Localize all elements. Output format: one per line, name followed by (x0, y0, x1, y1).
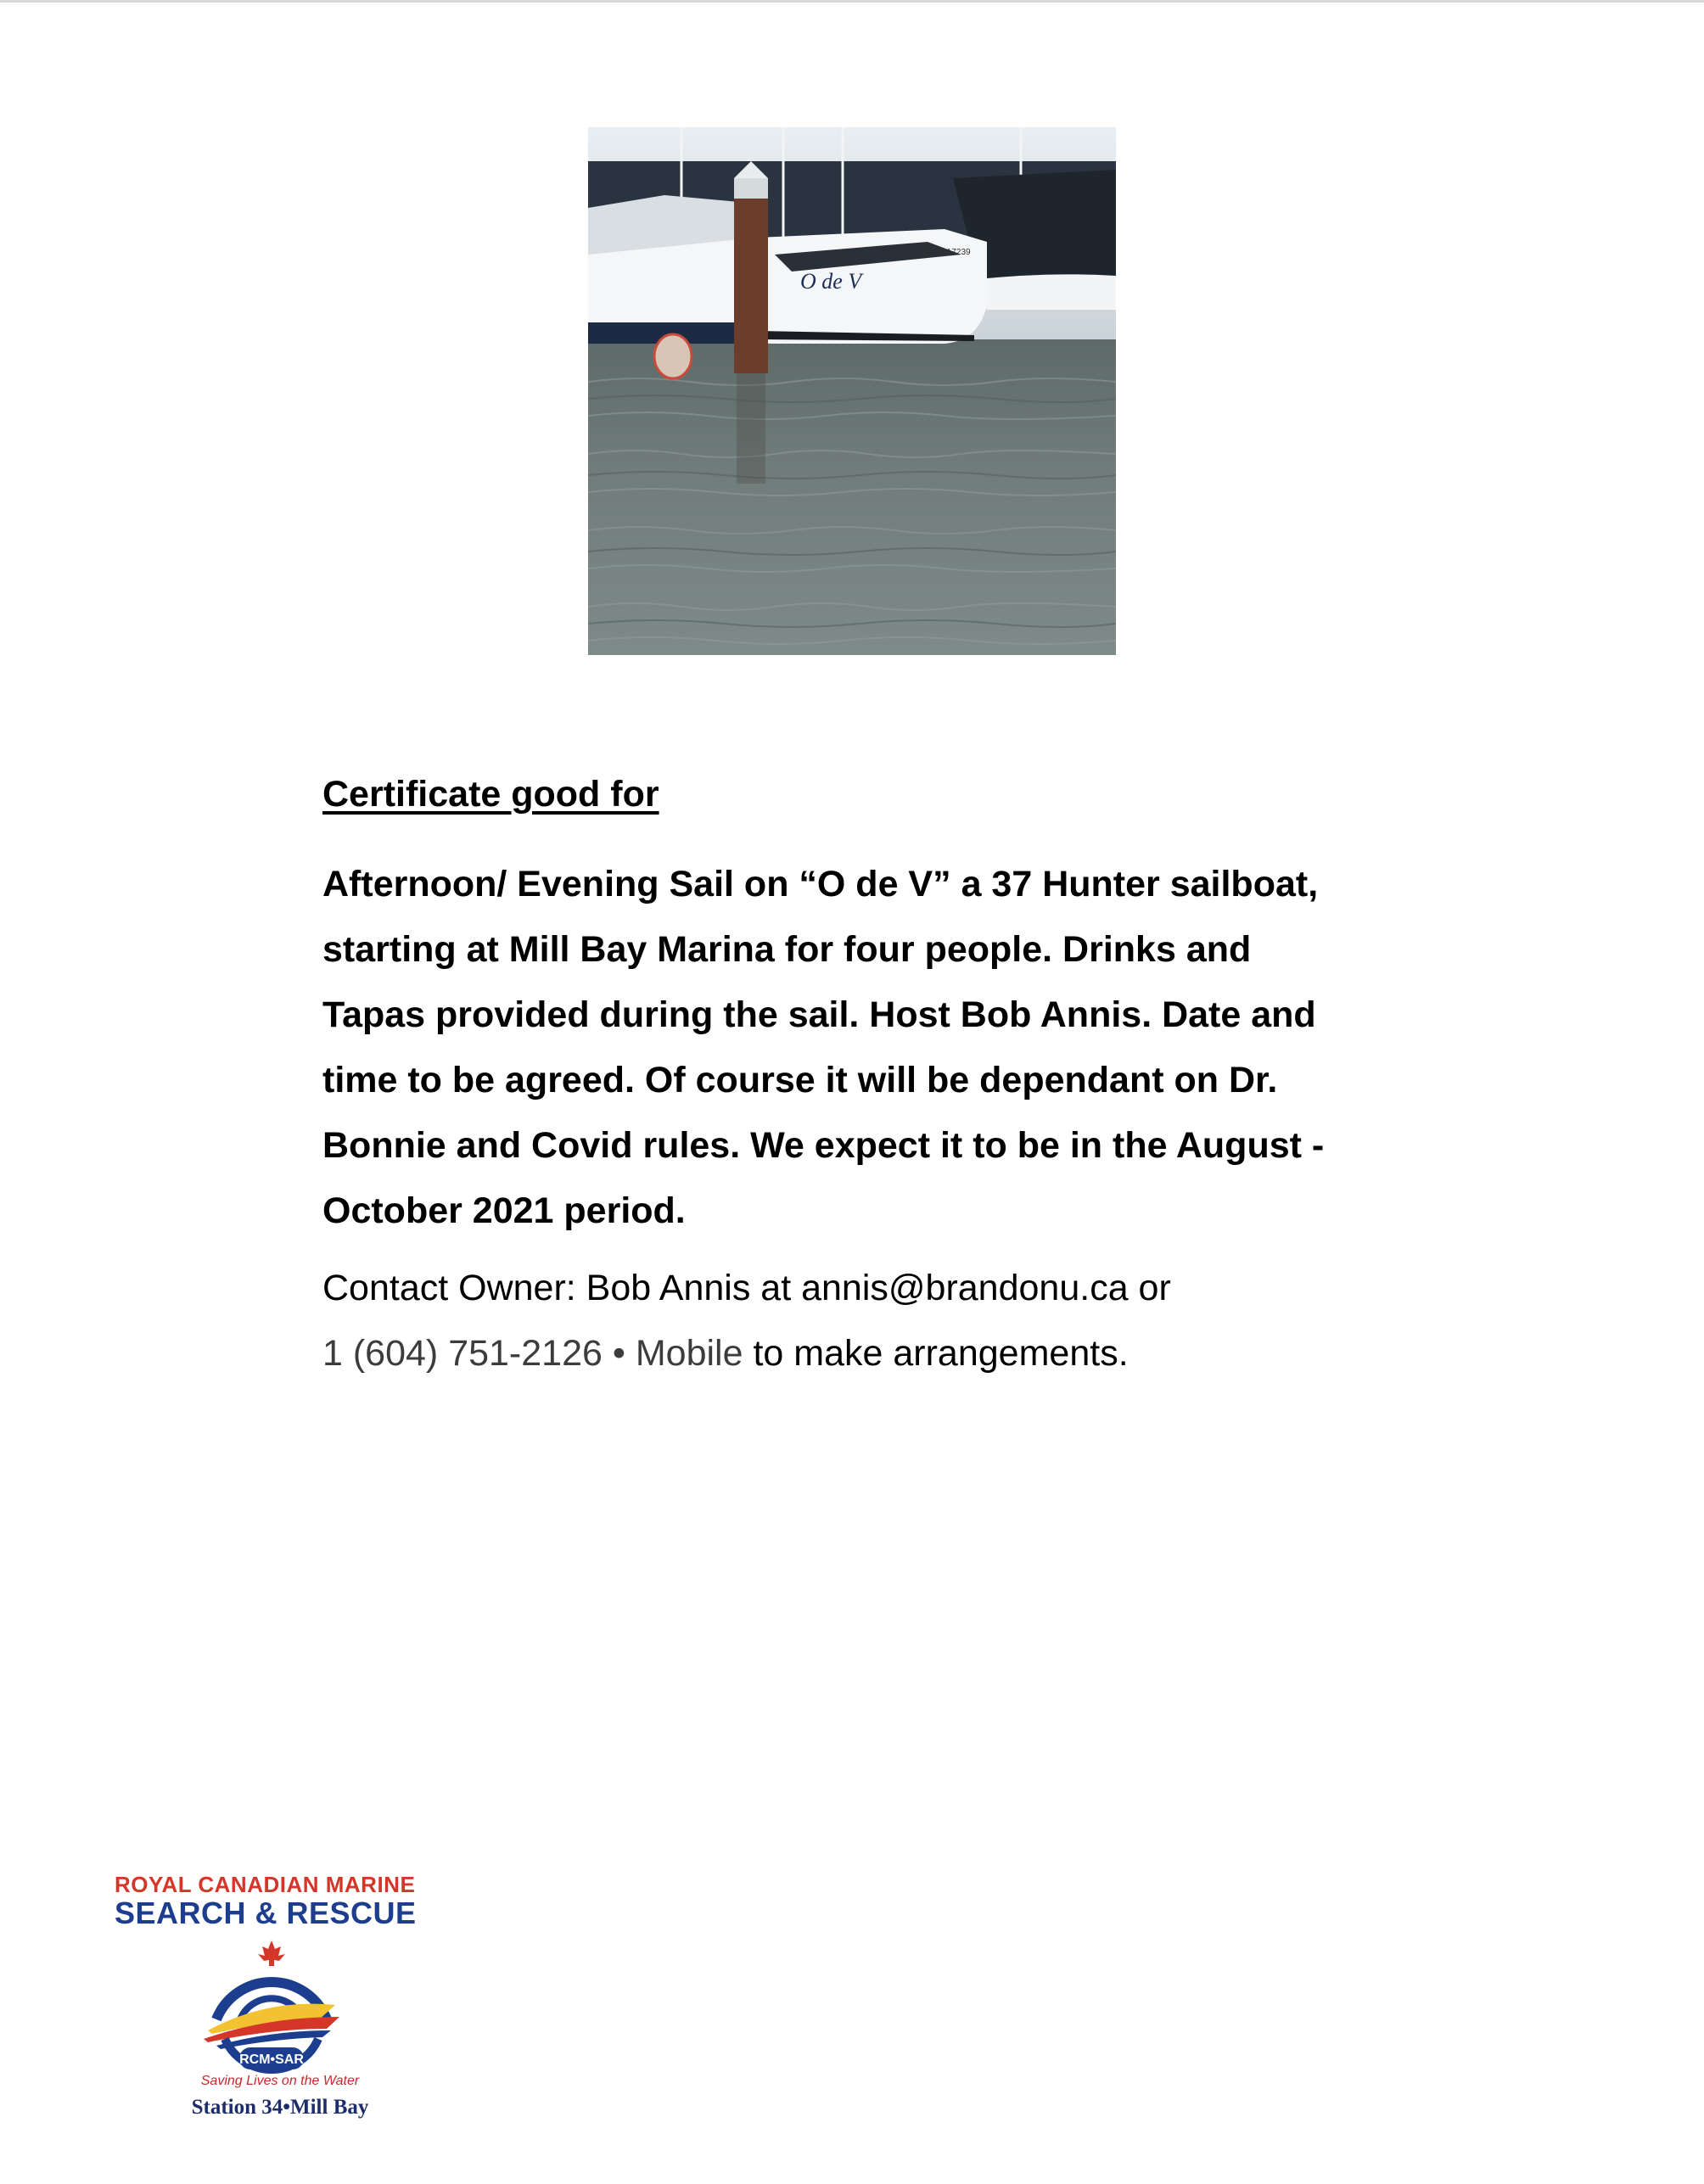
certificate-line: Afternoon/ Evening Sail on “O de V” a 37 Hunter sailboat, (322, 864, 1319, 904)
contact-phone-line (322, 1321, 1426, 1386)
boat-name: O de V (800, 269, 862, 294)
sailboat-photo (588, 127, 1116, 655)
certificate-line: starting at Mill Bay Marina for four people. Drinks and (322, 929, 1252, 970)
logo-title-line2: SEARCH & RESCUE (115, 1896, 417, 1930)
emblem-label: RCM•SAR (239, 2052, 304, 2067)
logo-station: Station 34•Mill Bay (191, 2096, 369, 2119)
contact-owner-line: Contact Owner: Bob Annis at annis@brandonu.ca or (322, 1268, 1171, 1308)
contact-suffix: to make arrangements. (743, 1333, 1129, 1374)
contact-info (322, 1256, 1426, 1386)
rcmsar-emblem-icon (191, 1939, 352, 2075)
certificate-line: October 2021 period. (322, 1190, 686, 1231)
certificate-line: time to be agreed. Of course it will be dependant on Dr. (322, 1060, 1278, 1100)
phone-number[interactable]: 1 (604) 751-2126 • Mobile (322, 1333, 743, 1374)
page-top-divider (0, 0, 1704, 3)
certificate-description (322, 852, 1426, 1244)
certificate-heading: Certificate good for (322, 774, 659, 815)
logo-motto: Saving Lives on the Water (200, 2074, 360, 2088)
rcmsar-logo (110, 1867, 450, 2130)
certificate-line: Tapas provided during the sail. Host Bob Annis. Date and (322, 994, 1316, 1035)
certificate-line: Bonnie and Covid rules. We expect it to be in the August - (322, 1125, 1325, 1166)
hull-registration: BC 4217239 (923, 248, 971, 257)
logo-title-line1: ROYAL CANADIAN MARINE (115, 1872, 416, 1897)
